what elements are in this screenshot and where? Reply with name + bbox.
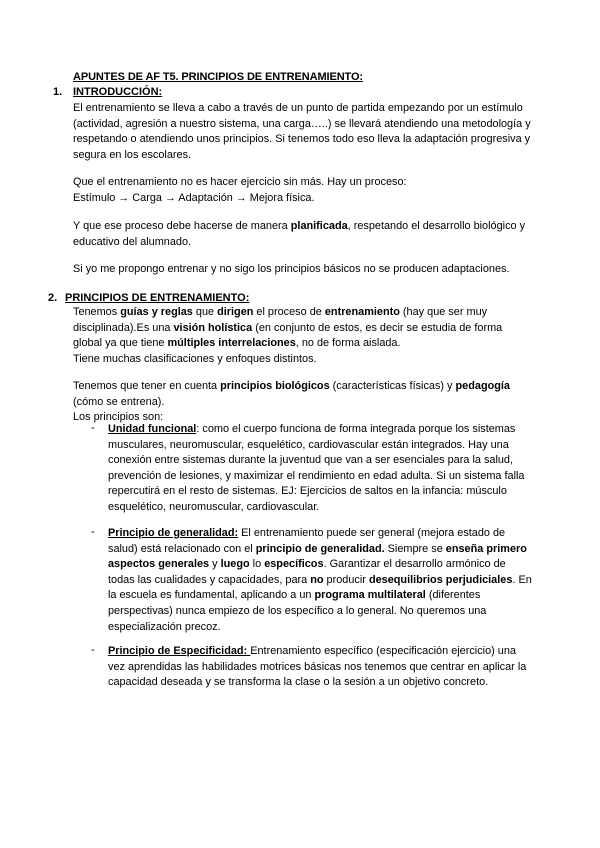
section-1-paragraph-4: Si yo me propongo entrenar y no sigo los principios básicos no se producen adaptaciones. xyxy=(73,263,510,275)
emphasis: guías y reglas xyxy=(120,306,193,318)
emphasis: entrenamiento xyxy=(324,306,400,318)
paragraph-body xyxy=(73,305,533,352)
text-run: que xyxy=(192,306,218,318)
list-item-unidad-funcional xyxy=(108,422,534,516)
text-run: . Garantizar el desarrollo armónico de todas las cualidades y capacidades, para xyxy=(108,558,506,586)
section-2-paragraph-2 xyxy=(73,379,533,426)
text-run: lo xyxy=(249,558,265,571)
emphasis: pedagogía xyxy=(455,380,510,392)
list-item-label: Principio de Especificidad: xyxy=(108,645,251,657)
list-bullet-dash: - xyxy=(91,422,95,434)
list-item-text: : como el cuerpo funciona de forma integrada porque los sistemas musculares, neuromuscular, esquelético, cardiovascular están integrados. Hay una conexión entre sistemas durante la juventud que van a ser esenciales para la salud, prevención de lesiones, y maximizar el rendimiento en edad adulta. Si un sistema falla repercutirá en el resto de sistemas. EJ: Ejercicios de saltos en la infancia: músculo esquelético, neuromuscular, cardiovascular. xyxy=(108,423,525,513)
text-run: producir xyxy=(323,573,369,586)
text-run: Y que ese proceso debe hacerse de manera xyxy=(73,220,291,232)
emphasis-planificada: planificada xyxy=(290,220,348,232)
emphasis: específicos xyxy=(264,558,324,571)
section-1-paragraph-1: El entrenamiento se lleva a cabo a través de un punto de partida empezando por un estímulo (actividad, agresión a nuestro sistema, una carga…..) se llevará atendiendo una metodología y respetando o atendiendo unos principios. Si tenemos todo eso lleva la adaptación progresiva y segura en los escolares. xyxy=(73,102,531,161)
emphasis: visión holística xyxy=(173,321,253,334)
list-item-especificidad xyxy=(108,644,534,691)
emphasis: luego xyxy=(220,558,250,571)
text-run: (en conjunto de estos, es decir se estudia de forma global ya que tiene xyxy=(73,321,503,350)
list-bullet-dash: - xyxy=(91,526,95,538)
emphasis: principios biológicos xyxy=(220,380,330,392)
text-run: Tenemos xyxy=(73,306,121,318)
list-item-generalidad xyxy=(108,526,534,635)
emphasis: desequilibrios perjudiciales xyxy=(368,573,513,586)
text-run: , no de forma aislada. xyxy=(295,337,401,350)
emphasis: múltiples interrelaciones xyxy=(167,337,296,350)
section-2-number: 2. xyxy=(48,292,58,304)
section-1-title: INTRODUCCIÓN: xyxy=(73,86,163,98)
text-run: Siempre se xyxy=(384,542,446,555)
paragraph-line: Tiene muchas clasificaciones y enfoques distintos. xyxy=(73,352,317,365)
text-run: (cómo se entrena). xyxy=(73,395,165,408)
section-2-paragraph-1 xyxy=(73,305,533,367)
list-bullet-dash: - xyxy=(91,644,95,656)
section-1-number: 1. xyxy=(53,86,63,98)
section-1-paragraph-2 xyxy=(73,175,533,206)
process-chain: Estímulo → Carga → Adaptación → Mejora física. xyxy=(73,191,315,204)
section-2-title: PRINCIPIOS DE ENTRENAMIENTO: xyxy=(65,292,250,304)
paragraph-line: Los principios son: xyxy=(73,411,164,424)
text-run: . En la escuela es fundamental, aplicando a un xyxy=(108,573,532,602)
text-run: el proceso de xyxy=(253,306,325,318)
text-run: Tenemos que tener en cuenta xyxy=(73,380,221,392)
section-1-paragraph-3 xyxy=(73,219,533,250)
text-run: , respetando el desarrollo biológico y educativo del alumnado. xyxy=(73,220,526,248)
text-run: El entrenamiento puede ser general (mejora estado de salud) está relacionado con el xyxy=(108,527,506,555)
text-run: (hay que ser muy disciplinada).Es una xyxy=(73,306,488,334)
text-run: (características físicas) y xyxy=(329,380,456,392)
emphasis: principio de generalidad. xyxy=(255,542,385,555)
list-item-label: Principio de generalidad: xyxy=(108,527,239,539)
list-item-label: Unidad funcional xyxy=(108,423,197,435)
emphasis: no xyxy=(310,573,324,586)
emphasis: programa multilateral xyxy=(314,589,426,602)
document-title: APUNTES DE AF T5. PRINCIPIOS DE ENTRENAMIENTO: xyxy=(73,71,363,83)
text-run: (diferentes perspectivas) nunca empiezo de los específico a lo general. No queremos una especialización precoz. xyxy=(108,589,487,633)
process-intro: Que el entrenamiento no es hacer ejercicio sin más. Hay un proceso: xyxy=(73,176,407,188)
list-item-text: Entrenamiento específico (especificación ejercicio) una vez aprendidas las habilidades motrices básicas nos tenemos que centrar en aplicar la capacidad deseada y se transforma la clase o la sesión a un objetivo concreto. xyxy=(108,645,527,689)
emphasis: enseña primero aspectos generales xyxy=(108,542,527,571)
text-run: y xyxy=(209,558,221,571)
emphasis: dirigen xyxy=(217,306,254,318)
paragraph-body xyxy=(73,379,533,410)
